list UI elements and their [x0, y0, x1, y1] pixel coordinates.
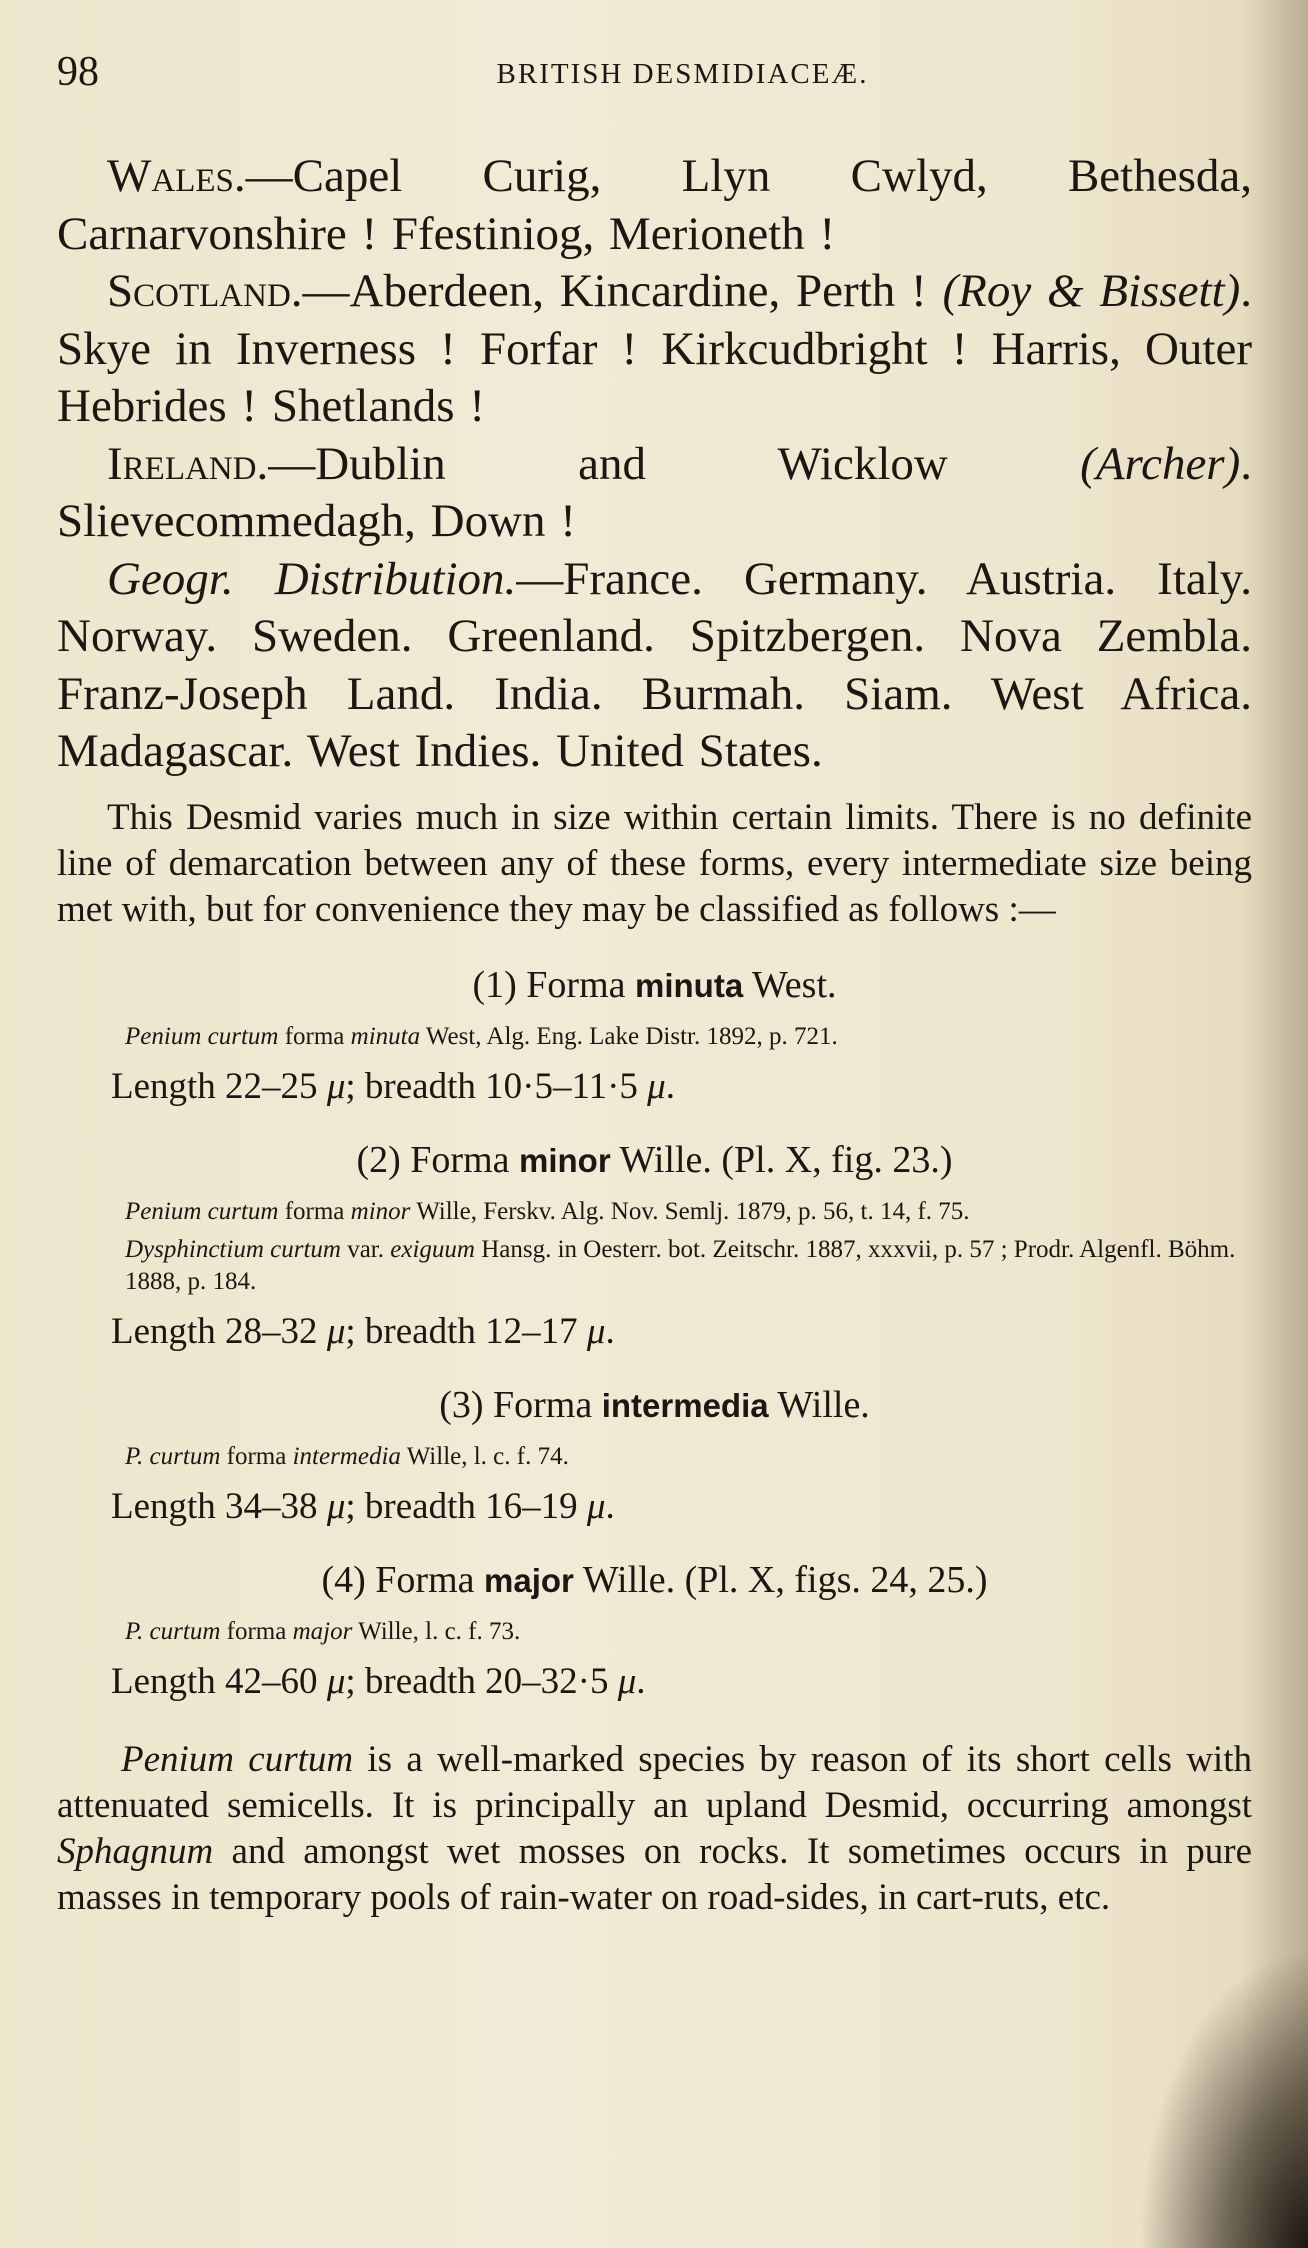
synonym-rank: var.: [340, 1235, 391, 1263]
page-corner-shadow: [1138, 1948, 1308, 2248]
synonym-reference: West, Alg. Eng. Lake Distr. 1892, p. 721.: [420, 1022, 838, 1050]
forma-name: minor: [519, 1141, 611, 1179]
wales-paragraph: [57, 148, 1252, 263]
length-text: Length 22–25: [111, 1065, 327, 1107]
synonym-rank: forma: [278, 1022, 351, 1050]
synonym-taxon: Penium curtum: [125, 1197, 279, 1225]
forma-author: Wille. (Pl. X, figs. 24, 25.): [573, 1558, 988, 1601]
forma-author: West.: [743, 963, 837, 1006]
synonym-rank: forma: [278, 1197, 351, 1225]
synonym-citation: [57, 1196, 1252, 1228]
page-body: [57, 148, 1252, 1921]
closing-genus: Sphagnum: [57, 1830, 214, 1872]
synonym-reference: Wille, l. c. f. 74.: [400, 1442, 569, 1470]
forma-section: [57, 1558, 1252, 1703]
scotland-label: Scotland.: [107, 265, 303, 317]
measurement-period: .: [665, 1065, 675, 1107]
closing-text-2: and amongst wet mosses on rocks. It sometimes occurs in pure masses in temporary pools of rain-water on road-sides, in cart-ruts, etc.: [57, 1830, 1252, 1918]
measurement-period: .: [605, 1310, 615, 1352]
synonym-citation: [57, 1441, 1252, 1473]
micron-symbol: μ: [326, 1660, 346, 1702]
forma-heading: [57, 1138, 1252, 1182]
page-header: [57, 48, 1248, 98]
synonym-rank: forma: [220, 1442, 293, 1470]
micron-symbol: μ: [647, 1065, 666, 1107]
micron-symbol: μ: [586, 1310, 606, 1352]
forma-heading: [57, 1383, 1252, 1427]
page-number: 98: [57, 49, 99, 95]
geographic-distribution-paragraph: [57, 551, 1252, 781]
ireland-text-2: . Slievecommedagh, Down !: [57, 437, 1252, 547]
breadth-text: ; breadth 20–32·5: [345, 1660, 618, 1702]
forma-heading: [57, 1558, 1252, 1602]
running-head: BRITISH DESMIDIACEÆ.: [496, 58, 869, 90]
intro-paragraph: This Desmid varies much in size within certain limits. There is no definite line of demarcation between any of these forms, every intermediate size being met with, but for convenience they may be classified as follows :—: [57, 796, 1252, 930]
synonym-rank: forma: [220, 1617, 293, 1645]
synonym-reference: Wille, Ferskv. Alg. Nov. Semlj. 1879, p. 56, t. 14, f. 75.: [410, 1197, 970, 1225]
forma-name: intermedia: [601, 1386, 769, 1424]
length-text: Length 28–32: [111, 1310, 327, 1352]
synonym-citation: [57, 1616, 1252, 1648]
measurement-line: [57, 1065, 1252, 1108]
scotland-text-1: —Aberdeen, Kincardine, Perth !: [302, 265, 943, 317]
forma-name: major: [484, 1561, 574, 1599]
synonym-taxon: Dysphinctium curtum: [125, 1235, 341, 1263]
geographic-distribution-text: —France. Germany. Austria. Italy. Norway. Sweden. Greenland. Spitzbergen. Nova Zembla. Franz-Joseph Land. India. Burmah. Siam. West Africa. Madagascar. West Indies. United States.: [57, 552, 1252, 777]
ireland-text-1: —Dublin and Wicklow: [268, 437, 1081, 490]
synonym-variety: minuta: [350, 1022, 421, 1050]
measurement-line: [57, 1485, 1252, 1528]
breadth-text: ; breadth 10·5–11·5: [345, 1065, 648, 1107]
synonym-reference: Hansg. in Oesterr. bot. Zeitschr. 1887, xxxvii, p. 57 ; Prodr. Algenfl. Böhm. 1888, p. 184.: [125, 1235, 1236, 1295]
closing-text-1: is a well-marked species by reason of its short cells with attenuated semicells. It is principally an upland Desmid, occurring amongst: [57, 1738, 1252, 1826]
micron-symbol: μ: [326, 1065, 346, 1107]
measurement-period: .: [605, 1485, 615, 1527]
length-text: Length 42–60: [111, 1660, 327, 1702]
ireland-paragraph: [57, 436, 1252, 551]
wales-label: Wales.: [107, 150, 246, 202]
synonym-taxon: P. curtum: [125, 1617, 221, 1645]
synonym-citation: [57, 1234, 1252, 1298]
synonym-variety: major: [292, 1617, 353, 1645]
distribution-section: [57, 148, 1252, 781]
forma-section: [57, 1383, 1252, 1528]
forma-section: [57, 1138, 1252, 1353]
breadth-text: ; breadth 16–19: [345, 1485, 587, 1527]
synonym-variety: exiguum: [390, 1235, 475, 1263]
micron-symbol: μ: [586, 1485, 606, 1527]
forma-number: (3) Forma: [439, 1383, 602, 1426]
synonym-variety: intermedia: [292, 1442, 401, 1470]
length-text: Length 34–38: [111, 1485, 327, 1527]
scotland-paragraph: [57, 263, 1252, 436]
geographic-distribution-label: Geogr. Distribution.: [107, 552, 517, 605]
wales-text: —Capel Curig, Llyn Cwlyd, Bethesda, Carnarvonshire ! Ffestiniog, Merioneth !: [57, 150, 1252, 260]
forma-heading: [57, 963, 1252, 1007]
forma-author: Wille. (Pl. X, fig. 23.): [610, 1138, 953, 1181]
ireland-label: Ireland.: [107, 437, 269, 490]
synonym-taxon: Penium curtum: [125, 1022, 279, 1050]
synonym-reference: Wille, l. c. f. 73.: [352, 1617, 521, 1645]
breadth-text: ; breadth 12–17: [345, 1310, 587, 1352]
synonym-citation: [57, 1021, 1252, 1053]
measurement-period: .: [636, 1660, 646, 1702]
ireland-author: (Archer): [1080, 437, 1241, 490]
forma-number: (2) Forma: [356, 1138, 519, 1181]
micron-symbol: μ: [326, 1485, 346, 1527]
forma-name: minuta: [635, 966, 744, 1004]
closing-paragraph: [57, 1737, 1252, 1921]
closing-taxon: Penium curtum: [121, 1738, 354, 1780]
synonym-taxon: P. curtum: [125, 1442, 221, 1470]
micron-symbol: μ: [326, 1310, 346, 1352]
micron-symbol: μ: [617, 1660, 637, 1702]
measurement-line: [57, 1660, 1252, 1703]
synonym-variety: minor: [350, 1197, 411, 1225]
forma-author: Wille.: [768, 1383, 870, 1426]
forma-section: [57, 963, 1252, 1108]
forma-number: (4) Forma: [321, 1558, 484, 1601]
forma-number: (1) Forma: [472, 963, 635, 1006]
scotland-text-2: . Skye in Inverness ! Forfar ! Kirkcudbright ! Harris, Outer Hebrides ! Shetlands !: [57, 265, 1252, 432]
measurement-line: [57, 1310, 1252, 1353]
scotland-authors: (Roy & Bissett): [942, 265, 1241, 317]
